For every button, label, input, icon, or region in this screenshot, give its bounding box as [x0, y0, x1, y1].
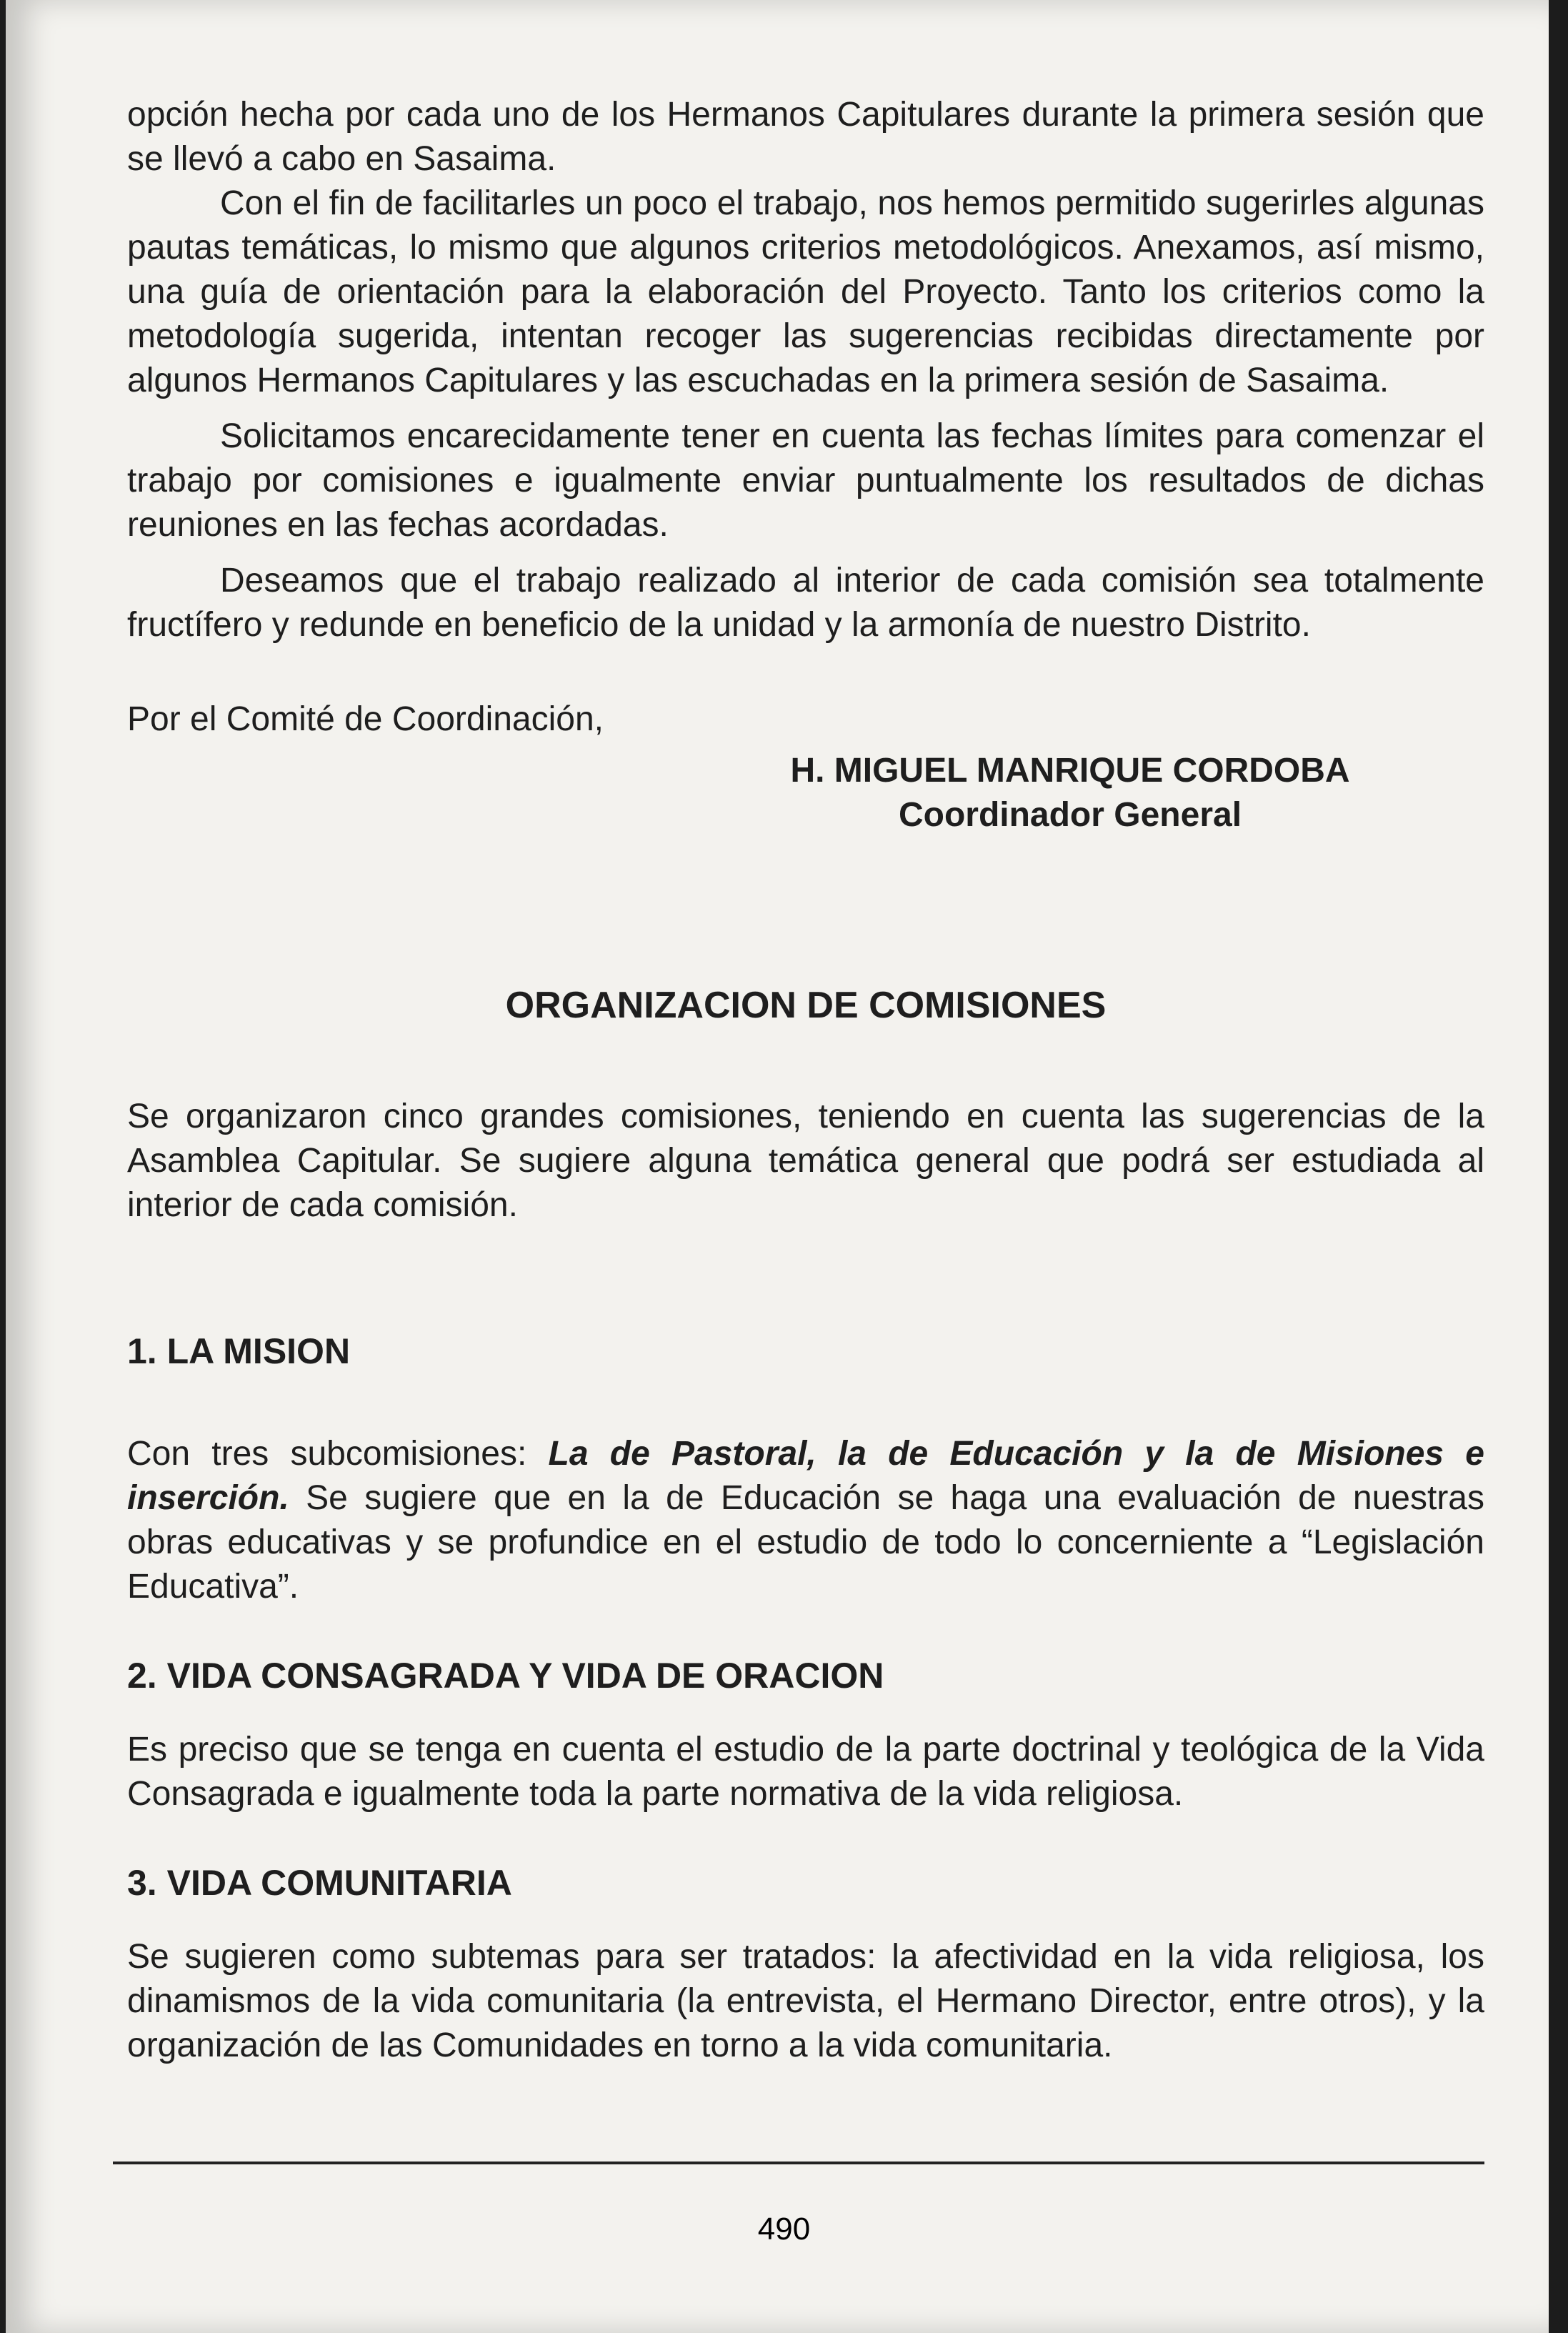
- intro-paragraph-1: opción hecha por cada uno de los Hermanos Capitulares durante la primera sesión que se llevó a cabo en Sasaima.: [127, 96, 1484, 178]
- page-number: 490: [757, 2212, 811, 2247]
- commission-heading-mision: 1. LA MISION: [127, 1331, 351, 1371]
- commission-body-vida-consagrada: Es preciso que se tenga en cuenta el estudio de la parte doctrinal y teológica de la Vida Consagrada e igualmente toda la parte normativa de la vida religiosa.: [127, 1731, 1484, 1813]
- closing-line: Por el Comité de Coordinación,: [127, 700, 604, 738]
- book-page: [6, 0, 1549, 2333]
- commission-heading-vida-consagrada: 2. VIDA CONSAGRADA Y VIDA DE ORACION: [127, 1656, 884, 1696]
- commission-body-vida-comunitaria: Se sugieren como subtemas para ser tratados: la afectividad en la vida religiosa, los dinamismos de la vida comunitaria (la entrevista, el Hermano Director, entre otros), y la organización de las Comunidades en torno a la vida comunitaria.: [127, 1938, 1484, 2064]
- signature-name: H. MIGUEL MANRIQUE CORDOBA: [790, 752, 1350, 790]
- commission-heading-vida-comunitaria: 3. VIDA COMUNITARIA: [127, 1863, 512, 1903]
- intro-paragraph-4: Deseamos que el trabajo realizado al interior de cada comisión sea totalmente fructífero y redunde en beneficio de la unidad y la armonía de nuestro Distrito.: [127, 562, 1484, 644]
- intro-paragraph-3: Solicitamos encarecidamente tener en cuenta las fechas límites para comenzar el trabajo por comisiones e igualmente enviar puntualmente los resultados de dichas reuniones en las fechas acordadas.: [127, 417, 1484, 544]
- signature-block: [756, 749, 1384, 837]
- section-intro: Se organizaron cinco grandes comisiones, teniendo en cuenta las sugerencias de la Asamblea Capitular. Se sugiere alguna temática general que podrá ser estudiada al interior de cada comisión.: [127, 1098, 1484, 1224]
- commission-lead-mision: Con tres subcomisiones:: [127, 1435, 549, 1473]
- page-content: [127, 93, 1484, 2068]
- commission-emphasis-mision: La de Pastoral, la de Educación y la de Misiones e inserción.: [127, 1435, 1485, 1517]
- intro-paragraph-2: Con el fin de facilitarles un poco el trabajo, nos hemos permitido sugerirles algunas pautas temáticas, lo mismo que algunos criterios metodológicos. Anexamos, así mismo, una guía de orientación para la elaboración del Proyecto. Tanto los criterios como la metodología sugerida, intentan recoger las sugerencias recibidas directamente por algunos Hermanos Capitulares y las escuchadas en la primera sesión de Sasaima.: [127, 184, 1484, 399]
- signature-role: Coordinador General: [898, 796, 1242, 834]
- commission-body-mision: [127, 1432, 1484, 1609]
- section-title: ORGANIZACION DE COMISIONES: [505, 985, 1107, 1026]
- footer-rule: [113, 2162, 1484, 2164]
- commission-rest-mision: Se sugiere que en la de Educación se haga una evaluación de nuestras obras educativas y se profundice en el estudio de todo lo concerniente a “Legislación Educativa”.: [127, 1479, 1484, 1606]
